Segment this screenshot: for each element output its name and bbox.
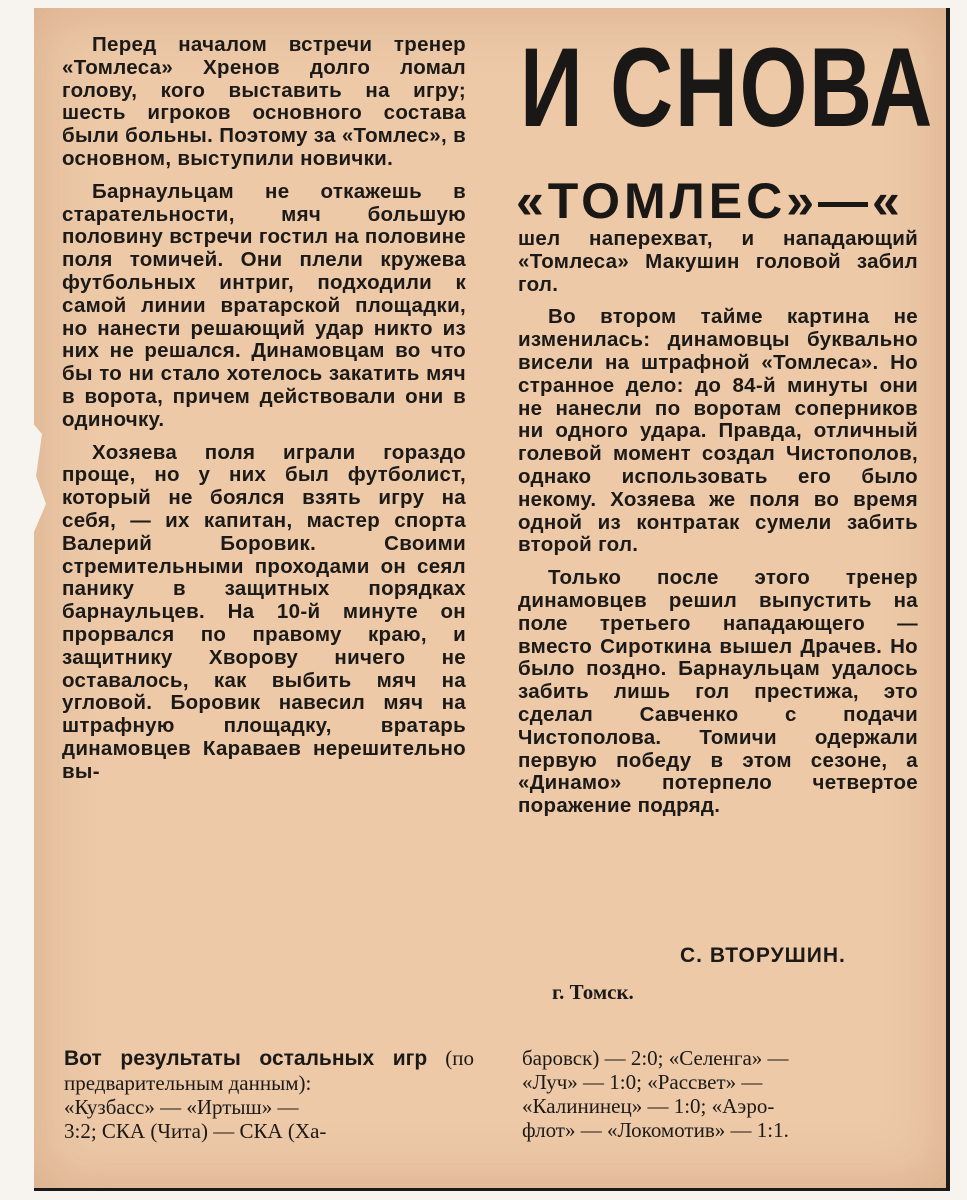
results-right: [522, 1046, 922, 1142]
results-note: (по предварительным данным):: [64, 1046, 474, 1095]
results-line: «Калининец» — 1:0; «Аэро-: [522, 1094, 775, 1118]
results-line: баровск) — 2:0; «Селенга» —: [522, 1046, 789, 1070]
left-paragraph: Хозяева поля играли гораздо проще, но у них был футболист, который не боялся взять игру на себя, — их капитан, мастер спорта Валерий Боровик. Своими стремительными проходами он сеял панику в защитных порядках барнаульцев. На 10-й минуте он прорвался по правому краю, и защитнику Хворову ничего не оставалось, как выбить мяч на угловой. Боровик навесил мяч на штрафную площадку, вратарь динамовцев Караваев нерешительно вы-: [62, 440, 466, 783]
results-line: 3:2; СКА (Чита) — СКА (Ха-: [64, 1119, 327, 1143]
results-left: [64, 1046, 474, 1143]
right-paragraph: шел наперехват, и нападающий «Томлеса» Макушин головой забил гол.: [518, 227, 918, 296]
left-column: [62, 34, 466, 794]
left-paragraph: Перед началом встречи тренер «Томлеса» Хренов долго ломал голову, кого выставить на игру; шесть игроков основного состава были больны. Поэтому за «Томлес», в основном, выступили новички.: [62, 33, 466, 170]
right-paragraph: Во втором тайме картина не изменилась: динамовцы буквально висели на штрафной «Томлеса». Но странное дело: до 84-й минуты они не нанесли по воротам соперников ни одного удара. Правда, отличный голевой момент создал Чистополов, однако использовать его было некому. Хозяева же поля во время одной из контратак сумели забить второй гол.: [518, 305, 918, 557]
right-paragraph: Только после этого тренер динамовцев решил выпустить на поле третьего нападающего — вместо Сироткина вышел Драчев. Но было поздно. Барнаульцам удалось забить лишь гол престижа, это сделал Савченко с подачи Чистополова. Томичи одержали первую победу в этом сезоне, а «Динамо» потерпело четвертое поражение подряд.: [518, 566, 918, 818]
left-paragraph: Барнаульцам не откажешь в старательности, мяч большую половину встречи гостил на половине поля томичей. Они плели кружева футбольных интриг, подходили к самой линии вратарской площадки, но нанести решающий удар никто из них не решался. Динамовцам во что бы то ни стало хотелось закатить мяч в ворота, причем действовали они в одиночку.: [62, 179, 466, 431]
results-lead: Вот результаты остальных игр: [64, 1047, 428, 1070]
right-column: [518, 228, 918, 828]
dateline-city: г. Томск.: [552, 980, 634, 1004]
headline-line1: И СНОВА: [520, 25, 934, 150]
results-line: «Кузбасс» — «Иртыш» —: [64, 1095, 299, 1119]
results-line: «Луч» — 1:0; «Рассвет» —: [522, 1070, 763, 1094]
headline-line2: «ТОМЛЕС»—«: [516, 173, 904, 229]
author-signature: С. ВТОРУШИН.: [680, 944, 846, 967]
results-line: флот» — «Локомотив» — 1:1.: [522, 1118, 789, 1142]
